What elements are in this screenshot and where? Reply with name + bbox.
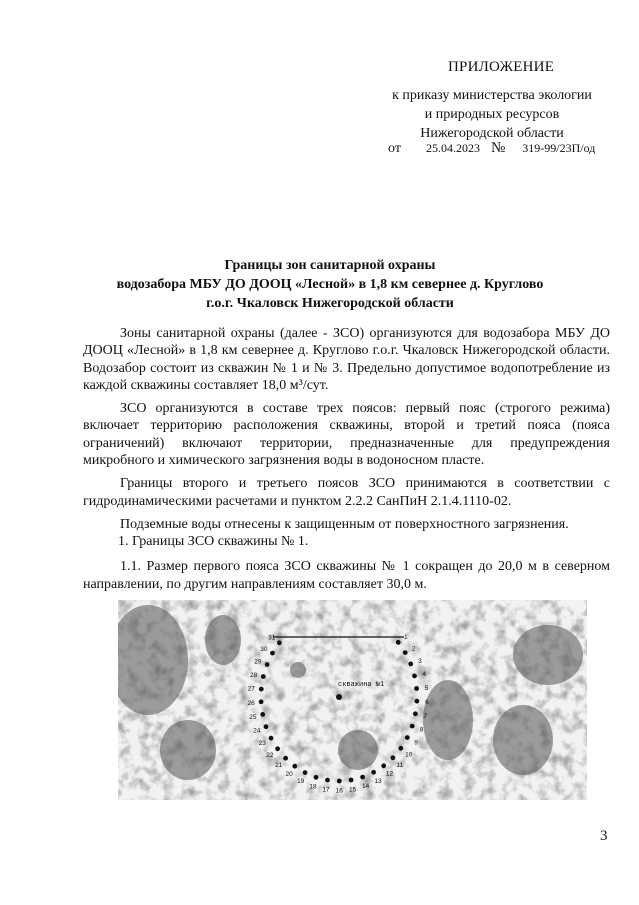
- order-date-number: [388, 140, 595, 157]
- order-date: 25.04.2023: [425, 141, 480, 155]
- boundary-point-label: 19: [296, 778, 305, 786]
- boundary-point: [259, 687, 264, 692]
- boundary-point: [314, 775, 319, 780]
- boundary-point-label: 18: [309, 783, 317, 791]
- boundary-point-label: 4: [422, 671, 427, 679]
- boundary-point-label: 28: [249, 671, 258, 679]
- boundary-point: [283, 756, 288, 761]
- boundary-point: [275, 746, 280, 751]
- boundary-point-label: 25: [249, 713, 257, 721]
- boundary-point-label: 17: [322, 786, 330, 794]
- subsection-paragraph: 1.1. Размер первого пояса ЗСО скважины № 1 сокращен до 20,0 м в северном направлении, по другим направлениям составляет 30,0 м.: [83, 559, 610, 592]
- boundary-point-label: 8: [419, 726, 424, 734]
- boundary-point: [410, 724, 415, 729]
- title-line-1: Границы зон санитарной охраны: [224, 258, 436, 273]
- boundary-point-label: 2: [411, 645, 416, 653]
- boundary-point-label: 22: [266, 751, 274, 759]
- order-line-3: Нижегородской области: [420, 126, 564, 141]
- paragraph: Зоны санитарной охраны (далее - ЗСО) организуются для водозабора МБУ ДО ДООЦ «Лесной» в 1,8 км севернее д. Круглово г.о.г. Чкаловск Нижегородской области. Водозабор состоит из скважин № 1 и № 3. Предельно допустимое водопотребление из каждой скважины составляет 18,0 м³/сут.: [83, 326, 610, 393]
- boundary-point-label: 23: [258, 740, 266, 748]
- boundary-point: [360, 775, 365, 780]
- boundary-point: [391, 755, 396, 760]
- well-marker: [336, 694, 342, 700]
- page-number: 3: [600, 828, 608, 844]
- boundary-point-label: 29: [254, 658, 262, 666]
- boundary-point: [292, 764, 297, 769]
- boundary-point: [260, 712, 265, 717]
- boundary-point: [381, 763, 386, 768]
- boundary-point-label: 13: [374, 777, 382, 785]
- paragraph: Подземные воды отнесены к защищенным от поверхностного загрязнения.: [120, 516, 569, 532]
- paragraph: ЗСО организуются в составе трех поясов: первый пояс (строгого режима) включает территорию расположения скважины, второй и третий пояса (пояса ограничений) включают территории, предназначенные для предупреждения микробного и химического загрязнения воды в водоносном пласте.: [83, 401, 610, 469]
- document-title: [80, 256, 580, 313]
- boundary-point: [408, 662, 413, 667]
- boundary-point: [270, 651, 275, 656]
- paragraph: Границы второго и третьего поясов ЗСО принимаются в соответствии с гидродинамическими расчетами и пунктом 2.2.2 СанПиН 2.1.4.1110-02.: [83, 476, 610, 509]
- boundary-point-label: 7: [423, 713, 428, 721]
- boundary-point: [412, 674, 417, 679]
- boundary-point: [264, 724, 269, 729]
- boundary-point: [413, 711, 418, 716]
- boundary-point: [396, 640, 401, 645]
- title-line-3: г.о.г. Чкаловск Нижегородской области: [206, 296, 454, 311]
- boundary-point-label: 10: [405, 751, 413, 759]
- title-line-2: водозабора МБУ ДО ДООЦ «Лесной» в 1,8 км севернее д. Круглово: [116, 277, 544, 292]
- sanitary-zone-map: [118, 600, 587, 800]
- boundary-point-label: 24: [253, 727, 261, 735]
- order-line-2: и природных ресурсов: [424, 107, 560, 122]
- boundary-point-label: 16: [335, 787, 343, 795]
- boundary-point: [261, 674, 266, 679]
- appendix-title: ПРИЛОЖЕНИЕ: [448, 59, 555, 75]
- boundary-point-label: 5: [424, 685, 429, 693]
- well-label: скважина №1: [338, 681, 385, 689]
- boundary-point-label: 12: [385, 770, 394, 778]
- order-line-1: к приказу министерства экологии: [392, 88, 592, 103]
- boundary-point: [265, 662, 270, 667]
- order-number: 319-99/23П/од: [522, 141, 596, 155]
- from-label: от: [388, 141, 401, 156]
- boundary-point: [303, 770, 308, 775]
- boundary-point-label: 6: [425, 699, 429, 707]
- boundary-point-label: 31: [268, 634, 276, 642]
- boundary-point-label: 3: [418, 657, 422, 665]
- boundary-point: [414, 686, 419, 691]
- boundary-point: [269, 736, 274, 741]
- boundary-point-label: 14: [361, 783, 370, 791]
- number-sign: №: [490, 140, 506, 156]
- boundary-point: [337, 779, 342, 784]
- boundary-point: [405, 735, 410, 740]
- boundary-point: [349, 778, 354, 783]
- boundary-point-label: 20: [285, 771, 293, 779]
- body-text: [83, 325, 610, 533]
- section-heading: 1. Границы ЗСО скважины № 1.: [118, 534, 309, 549]
- boundary-point: [371, 770, 376, 775]
- boundary-point-label: 21: [275, 762, 283, 770]
- boundary-point-label: 30: [260, 645, 268, 653]
- boundary-point-label: 9: [414, 739, 418, 747]
- boundary-point: [325, 778, 330, 783]
- boundary-point: [277, 640, 282, 645]
- order-reference: [372, 86, 612, 143]
- boundary-point: [403, 650, 408, 655]
- boundary-point-label: 15: [348, 786, 357, 794]
- boundary-point: [259, 699, 264, 704]
- boundary-point-label: 1: [403, 634, 408, 641]
- boundary-point-label: 26: [247, 699, 255, 707]
- boundary-point-label: 11: [396, 761, 404, 769]
- boundary-point: [398, 746, 403, 751]
- subsection-text: [83, 558, 610, 594]
- boundary-point-label: 27: [247, 685, 256, 693]
- boundary-point: [415, 699, 420, 704]
